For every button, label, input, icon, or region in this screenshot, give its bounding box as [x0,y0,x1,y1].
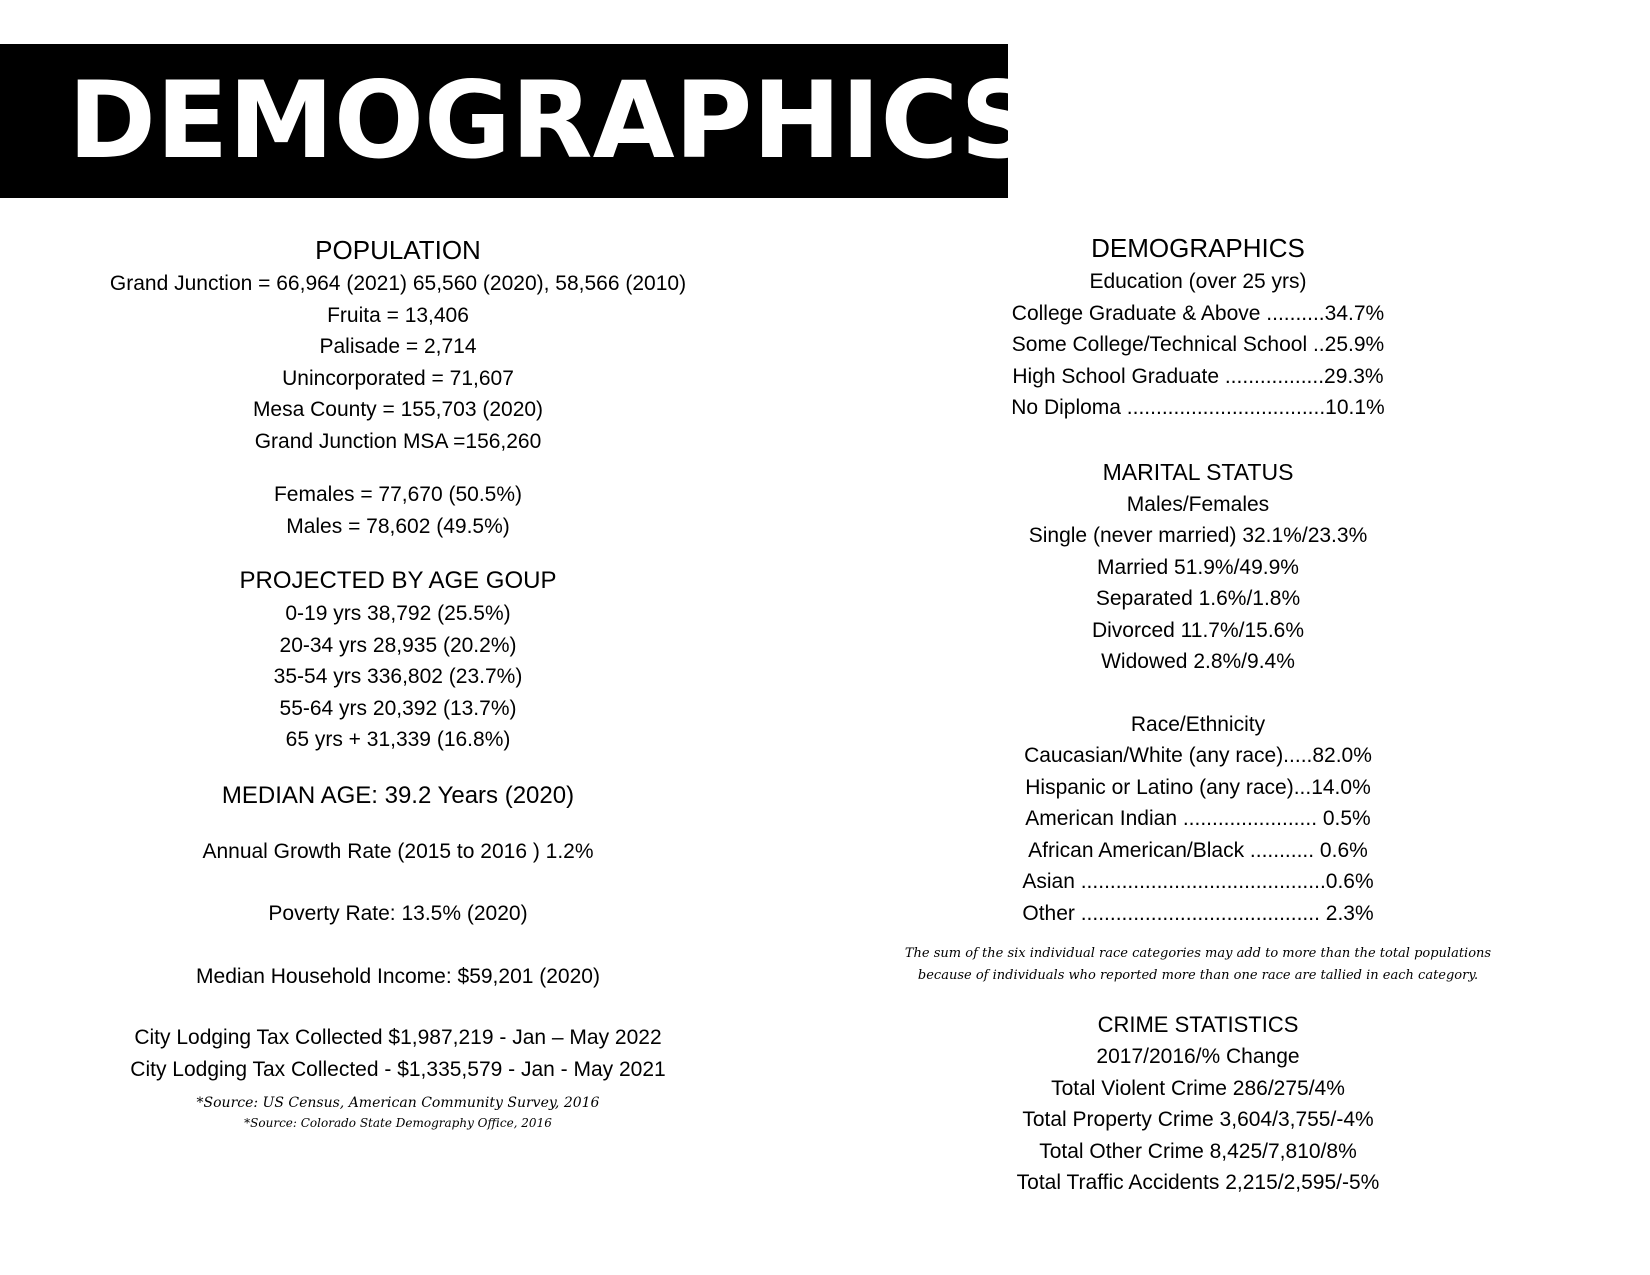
source-demography-office: *Source: Colorado State Demography Office, 2016 [244,1116,552,1130]
age-group-line: 65 yrs + 31,339 (16.8%) [285,728,511,751]
population-heading: POPULATION [315,235,481,265]
race-list [858,740,1538,929]
marital-line: Divorced 11.7%/15.6% [1091,618,1305,642]
lodging-tax-2022: City Lodging Tax Collected $1,987,219 - Jan – May 2022 [134,1026,662,1049]
marital-list [858,520,1538,678]
crime-statistics-heading: CRIME STATISTICS [1097,1012,1299,1037]
left-column [58,232,738,1132]
gender-list [58,479,738,542]
marital-line: Single (never married) 32.1%/23.3% [1028,524,1368,547]
title-banner [0,44,1037,198]
race-line: African American/Black ........... 0.6% [1028,838,1368,862]
age-group-line: 35-54 yrs 336,802 (23.7%) [273,665,523,688]
crime-list [858,1073,1538,1199]
education-subheading: Education (over 25 yrs) [1089,270,1307,293]
age-group-line: 0-19 yrs 38,792 (25.5%) [285,602,511,625]
marital-status-heading: MARITAL STATUS [1102,458,1294,485]
median-age: MEDIAN AGE: 39.2 Years (2020) [221,781,575,809]
demographics-heading: DEMOGRAPHICS [1091,233,1305,263]
age-group-line: 55-64 yrs 20,392 (13.7%) [279,696,517,720]
crime-line: Total Property Crime 3,604/3,755/-4% [1022,1108,1374,1131]
gender-line: Males = 78,602 (49.5%) [286,514,510,538]
crime-line: Total Other Crime 8,425/7,810/8% [1039,1139,1357,1163]
lodging-tax-2021: City Lodging Tax Collected - $1,335,579 - Jan - May 2021 [130,1057,666,1081]
population-line: Fruita = 13,406 [327,303,469,327]
growth-rate: Annual Growth Rate (2015 to 2016 ) 1.2% [202,839,594,863]
page-title: DEMOGRAPHICS [68,59,1037,182]
population-line: Grand Junction = 66,964 (2021) 65,560 (2020), 58,566 (2010) [109,272,687,295]
age-group-heading: PROJECTED BY AGE GOUP [239,567,557,594]
race-line: Other ......................................... 2.3% [1022,901,1374,925]
marital-subheading: Males/Females [1126,492,1270,516]
marital-line: Married 51.9%/49.9% [1097,555,1299,579]
race-line: Hispanic or Latino (any race)...14.0% [1025,775,1371,799]
crime-line: Total Traffic Accidents 2,215/2,595/-5% [1016,1171,1380,1194]
age-group-list [58,598,738,756]
race-line: American Indian ....................... 0.5% [1025,807,1371,830]
race-line: Caucasian/White (any race).....82.0% [1024,744,1372,767]
marital-line: Separated 1.6%/1.8% [1095,587,1301,610]
marital-line: Widowed 2.8%/9.4% [1101,650,1295,673]
age-group-line: 20-34 yrs 28,935 (20.2%) [279,633,517,657]
population-line: Grand Junction MSA =156,260 [254,429,542,453]
population-line: Mesa County = 155,703 (2020) [252,398,544,421]
education-line: High School Graduate .................29.3% [1012,364,1384,388]
race-footnote: The sum of the six individual race categories may add to more than the total populations because of individuals who reported more than one race are tallied in each category. [904,946,1492,983]
population-list [58,268,738,457]
source-census: *Source: US Census, American Community Survey, 2016 [196,1095,600,1111]
education-line: No Diploma ..................................10.1% [1011,396,1385,419]
population-line: Palisade = 2,714 [319,335,477,358]
gender-line: Females = 77,670 (50.5%) [273,483,523,506]
race-line: Asian ..........................................0.6% [1022,870,1374,893]
education-list [858,298,1538,424]
crime-subheading: 2017/2016/% Change [1096,1045,1300,1068]
poverty-rate: Poverty Rate: 13.5% (2020) [268,902,528,925]
crime-line: Total Violent Crime 286/275/4% [1051,1076,1345,1100]
education-line: Some College/Technical School ..25.9% [1011,333,1385,356]
education-line: College Graduate & Above ..........34.7% [1011,301,1385,325]
median-income: Median Household Income: $59,201 (2020) [196,964,600,988]
population-line: Unincorporated = 71,607 [282,366,514,390]
race-subheading: Race/Ethnicity [1130,712,1266,736]
right-column [858,230,1538,1199]
